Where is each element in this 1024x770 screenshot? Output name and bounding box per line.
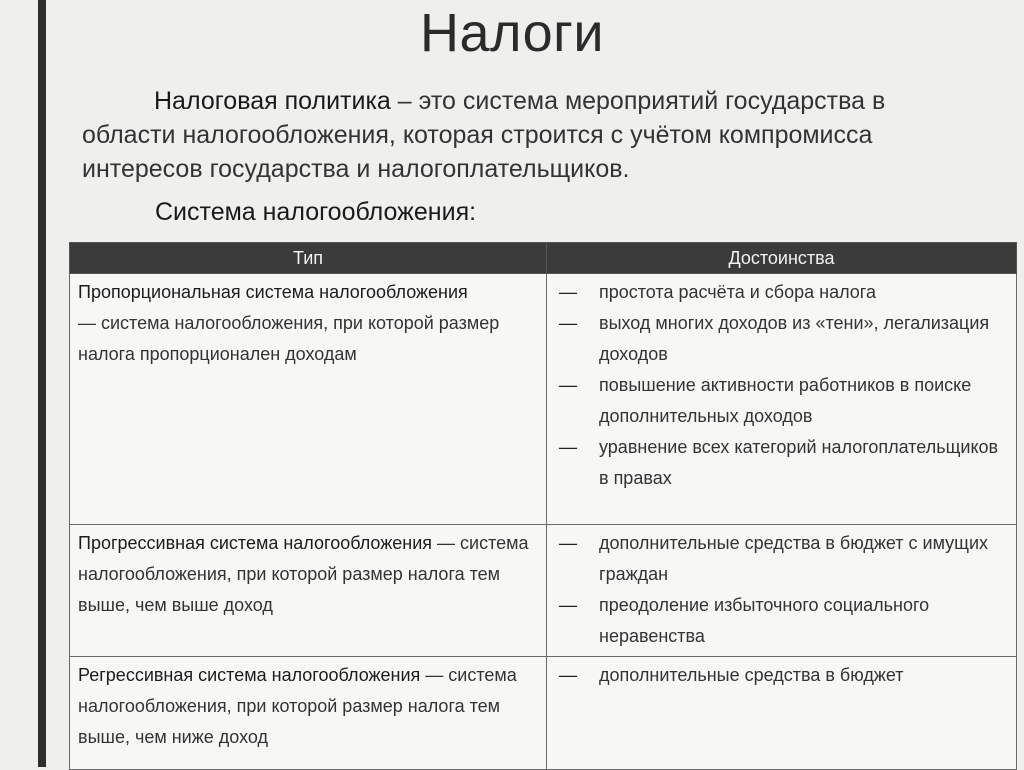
list-item: — дополнительные средства в бюджет с имущих граждан: [555, 528, 1010, 590]
list-item: — простота расчёта и сбора налога: [555, 277, 1010, 308]
advantages-list: [555, 277, 1010, 494]
tax-systems-table: [69, 242, 1017, 770]
list-item: — выход многих доходов из «тени», легализация доходов: [555, 308, 1010, 370]
intro-paragraph: [82, 84, 962, 186]
list-item: — уравнение всех категорий налогоплательщиков в правах: [555, 432, 1010, 494]
type-name: Прогрессивная система налогообложения: [78, 533, 433, 553]
dash-bullet: —: [559, 375, 577, 395]
type-cell: [70, 525, 547, 657]
intro-term: Налоговая политика: [154, 87, 391, 115]
type-description: — система налогообложения, при которой размер налога тем выше, чем выше доход: [78, 533, 529, 615]
dash-bullet: —: [559, 533, 577, 553]
type-description: — система налогообложения, при которой размер налога тем выше, чем ниже доход: [78, 665, 517, 747]
dash-bullet: —: [559, 665, 577, 685]
slide-title: Налоги: [419, 3, 605, 63]
type-name: Регрессивная система налогообложения: [78, 665, 421, 685]
table-row: [70, 525, 1017, 657]
dash-bullet: —: [559, 437, 577, 457]
table-row: [70, 274, 1017, 525]
advantages-list: [555, 660, 1010, 691]
list-item: — преодоление избыточного социального неравенства: [555, 590, 1010, 652]
intro-definition: – это система мероприятий государства в области налогообложения, которая строится с учётом компромисса интересов государства и налогоплательщиков.: [82, 87, 886, 183]
advantages-cell: [547, 657, 1017, 770]
type-cell: [70, 657, 547, 770]
header-advantages: Достоинства: [547, 243, 1017, 274]
advantages-cell: [547, 274, 1017, 525]
table-header-row: [70, 243, 1017, 274]
dash-bullet: —: [559, 595, 577, 615]
table-row: [70, 657, 1017, 770]
type-description: — система налогообложения, при которой размер налога пропорционален доходам: [78, 313, 500, 364]
list-item: — дополнительные средства в бюджет: [555, 660, 1010, 691]
dash-bullet: —: [559, 313, 577, 333]
type-cell: [70, 274, 547, 525]
list-item: — повышение активности работников в поиске дополнительных доходов: [555, 370, 1010, 432]
header-type: Тип: [70, 243, 547, 274]
type-name: Пропорциональная система налогообложения: [78, 282, 468, 302]
advantages-cell: [547, 525, 1017, 657]
dash-bullet: —: [559, 282, 577, 302]
left-accent-bar: [38, 0, 46, 767]
section-subheading: Система налогообложения:: [155, 198, 477, 226]
advantages-list: [555, 528, 1010, 652]
